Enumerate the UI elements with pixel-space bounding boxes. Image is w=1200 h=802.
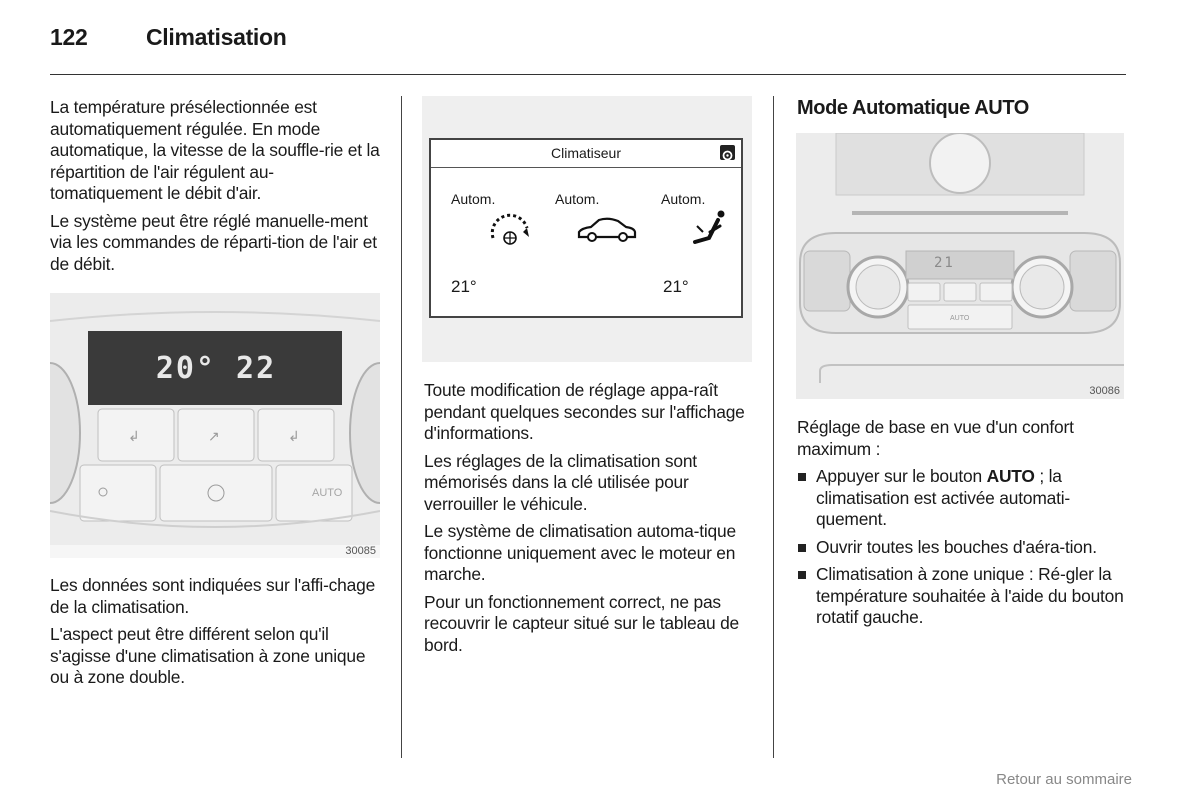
- column-divider-2: [773, 96, 774, 758]
- car-airflow-icon: [576, 217, 638, 243]
- list-item: Appuyer sur le bouton AUTO ; la climatisation est activée automati-quement.: [797, 466, 1127, 531]
- list-item: Ouvrir toutes les bouches d'aéra-tion.: [797, 537, 1127, 559]
- temperature-left: 21°: [451, 277, 477, 296]
- center-console-illustration: [796, 133, 1124, 399]
- fan-label: Autom.: [451, 191, 496, 207]
- column-divider-1: [401, 96, 402, 758]
- display-readout: 21: [934, 255, 955, 271]
- section-title: Mode Automatique AUTO: [797, 97, 1029, 119]
- auto-keyword: AUTO: [986, 466, 1035, 486]
- list-item: Climatisation à zone unique : Ré-gler la température souhaitée à l'aide du bouton rotatif gauche.: [797, 564, 1127, 629]
- paragraph: Pour un fonctionnement correct, ne pas recouvrir le capteur situé sur le tableau de bord.: [424, 591, 740, 655]
- paragraph: Les données sont indiquées sur l'affi-chage de la climatisation.: [50, 575, 376, 617]
- paragraph: Le système peut être réglé manuelle-ment via les commandes de réparti-tion de l'air et de débit.: [50, 210, 377, 274]
- climate-panel-illustration: [50, 293, 380, 558]
- page-number: 122: [50, 24, 88, 50]
- instruction-list: [797, 466, 1127, 629]
- distribution-label: Autom.: [661, 191, 706, 207]
- display-readout: 20° 22: [155, 351, 277, 386]
- temperature-right: 21°: [663, 277, 689, 296]
- column-3-text: [797, 417, 1127, 635]
- header-rule: [50, 74, 1126, 75]
- column-2-text: [424, 380, 754, 662]
- figure-number: 30086: [1089, 385, 1120, 397]
- svg-text:↲: ↲: [288, 428, 300, 444]
- paragraph: L'aspect peut être différent selon qu'il s'agisse d'une climatisation à zone unique ou à zone double.: [50, 624, 366, 687]
- airflow-label: Autom.: [555, 191, 600, 207]
- paragraph: Toute modification de réglage appa-raît pendant quelques secondes sur l'affichage d'informations.: [424, 380, 745, 443]
- figure-info-display: [422, 96, 752, 362]
- figure-climate-panel-closeup: [50, 293, 380, 558]
- figure-number: 30085: [345, 545, 376, 557]
- paragraph: La température présélectionnée est automatiquement régulée. En mode automatique, la vitesse de la souffle-rie et la répartition de l'air régulent au-tomatiquement le débit d'air.: [50, 97, 380, 203]
- info-display-screen: [429, 138, 743, 318]
- page-header: [50, 24, 287, 51]
- auto-button-label: AUTO: [312, 487, 343, 499]
- page-title: Climatisation: [146, 24, 287, 50]
- paragraph: Le système de climatisation automa-tique fonctionne uniquement avec le moteur en marche.: [424, 521, 736, 584]
- column-1-text-bottom: [50, 575, 384, 695]
- screen-title: Climatiseur: [550, 145, 621, 161]
- svg-text:↗: ↗: [208, 428, 220, 444]
- auto-button-label: AUTO: [950, 315, 970, 322]
- back-to-contents-link[interactable]: Retour au sommaire: [996, 771, 1132, 788]
- air-distribution-seat-icon: [689, 208, 729, 248]
- column-1-text: [50, 97, 384, 281]
- svg-text:↲: ↲: [128, 428, 140, 444]
- figure-auto-mode-panel: [796, 133, 1124, 399]
- intro-paragraph: Réglage de base en vue d'un confort maximum :: [797, 417, 1074, 459]
- screen-title-bar: [431, 140, 741, 168]
- settings-icon: [720, 145, 735, 160]
- fan-speed-icon: [487, 210, 533, 246]
- paragraph: Les réglages de la climatisation sont mémorisés dans la clé utilisée pour verrouiller le véhicule.: [424, 450, 697, 514]
